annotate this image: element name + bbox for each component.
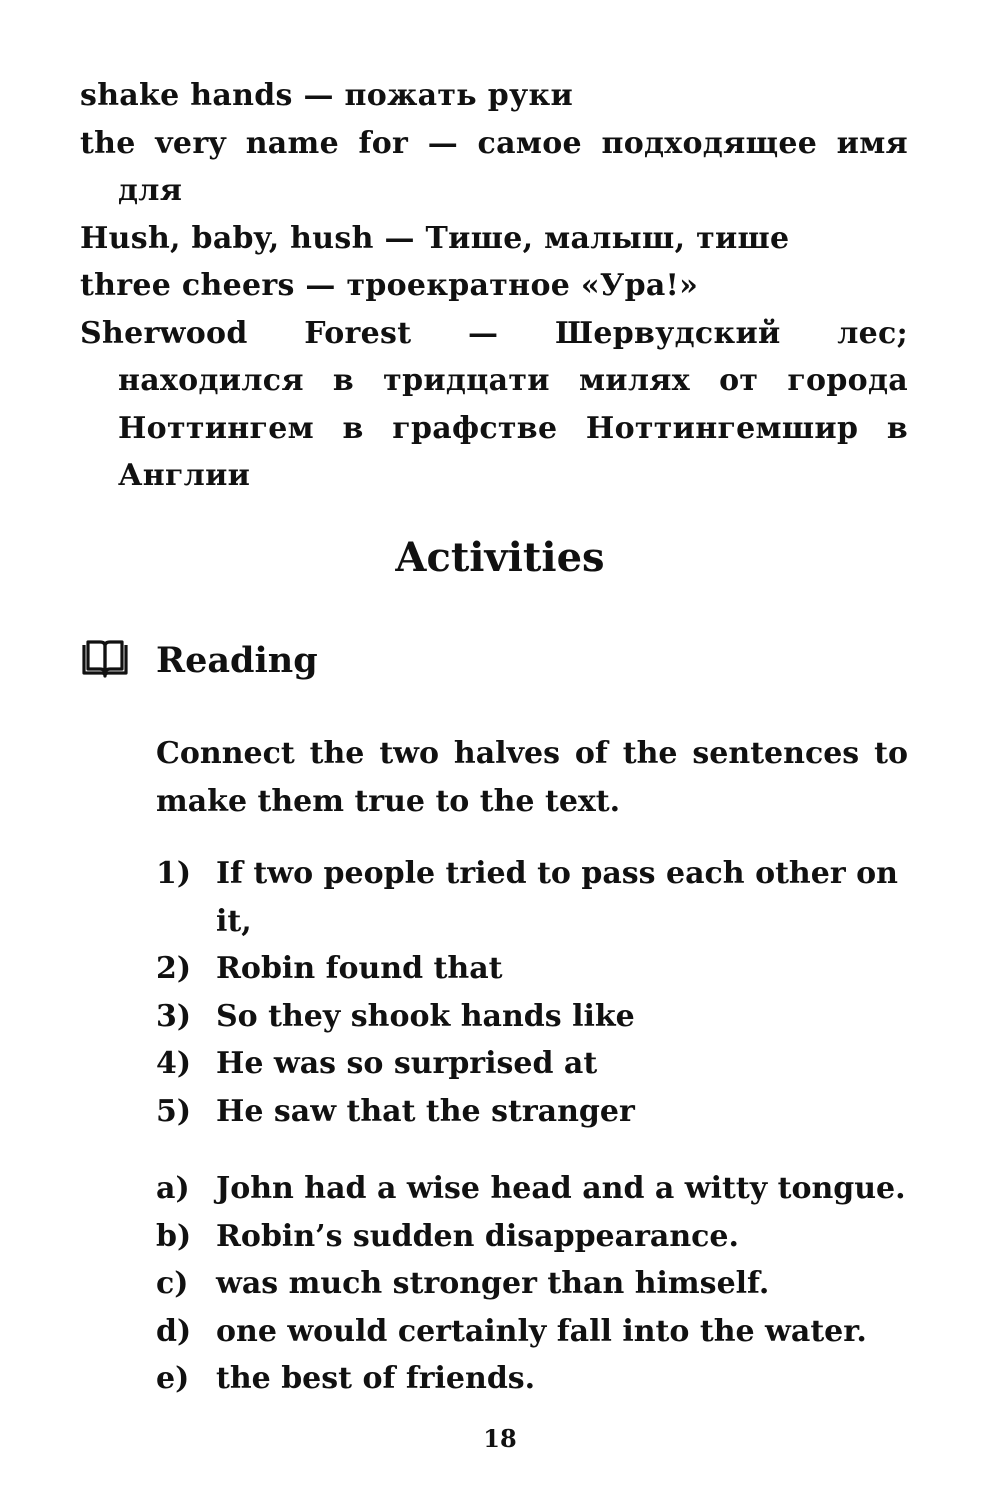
glossary-translation: пожать руки (344, 78, 573, 113)
open-book-icon (80, 639, 130, 681)
item-marker: 5) (156, 1093, 192, 1129)
item-marker: a) (156, 1171, 190, 1206)
first-halves-list (156, 850, 908, 1135)
section-label: Reading (156, 639, 318, 681)
glossary-entry (80, 215, 908, 263)
list-item (156, 945, 908, 993)
glossary-dash: — (427, 125, 458, 161)
item-marker: 2) (156, 951, 192, 986)
list-item (156, 1213, 908, 1261)
glossary-translation: Тише, малыш, тише (425, 220, 790, 256)
glossary-entry (80, 262, 908, 310)
item-text: Robin’s sudden disappearance. (216, 1218, 739, 1254)
glossary-term: shake hands (80, 78, 293, 113)
glossary-entry (80, 120, 908, 215)
glossary-dash: — (468, 315, 499, 351)
item-marker: d) (156, 1313, 192, 1349)
list-item (156, 1165, 908, 1213)
glossary-dash: — (303, 78, 334, 113)
item-text: John had a wise head and a witty tongue. (216, 1171, 906, 1206)
glossary-translation: троекратное «Ура!» (346, 268, 699, 303)
glossary-translation: Шервудский лес; находился в тридцати милях от города Ноттингем в графстве Ноттингемшир в Англии (118, 315, 908, 493)
list-item (156, 1355, 908, 1403)
item-marker: c) (156, 1266, 189, 1301)
activities-heading: Activities (395, 534, 605, 581)
glossary-term: Sherwood Forest (80, 315, 412, 351)
list-item (156, 993, 908, 1041)
item-text: the best of friends. (216, 1361, 536, 1396)
item-text: If two people tried to pass each other on it, (216, 856, 898, 939)
item-text: one would certainly fall into the water. (216, 1313, 867, 1349)
item-text: So they shook hands like (216, 998, 635, 1034)
item-marker: b) (156, 1218, 192, 1254)
item-marker: e) (156, 1361, 190, 1396)
item-text: He saw that the stranger (216, 1093, 635, 1129)
page-number: 18 (483, 1424, 517, 1453)
item-marker: 1) (156, 856, 192, 891)
exercise-instruction: Connect the two halves of the sentences to make them true to the text. (156, 736, 908, 819)
list-item (156, 850, 908, 945)
list-item (156, 1088, 908, 1136)
reading-section-header (80, 632, 318, 688)
item-text: Robin found that (216, 951, 503, 986)
item-marker: 4) (156, 1046, 192, 1081)
glossary-translation: самое подходящее имя для (118, 125, 909, 208)
glossary (80, 72, 908, 500)
second-halves-list (156, 1165, 908, 1403)
glossary-dash: — (305, 268, 336, 303)
glossary-term: the very name for (80, 125, 409, 161)
item-text: He was so surprised at (216, 1046, 598, 1081)
list-item (156, 1260, 908, 1308)
glossary-dash: — (384, 220, 415, 256)
glossary-term: three cheers (80, 268, 295, 303)
glossary-entry (80, 310, 908, 500)
item-marker: 3) (156, 998, 192, 1034)
item-text: was much stronger than himself. (216, 1266, 770, 1301)
glossary-entry (80, 72, 908, 120)
list-item (156, 1040, 908, 1088)
list-item (156, 1308, 908, 1356)
glossary-term: Hush, baby, hush (80, 220, 374, 256)
